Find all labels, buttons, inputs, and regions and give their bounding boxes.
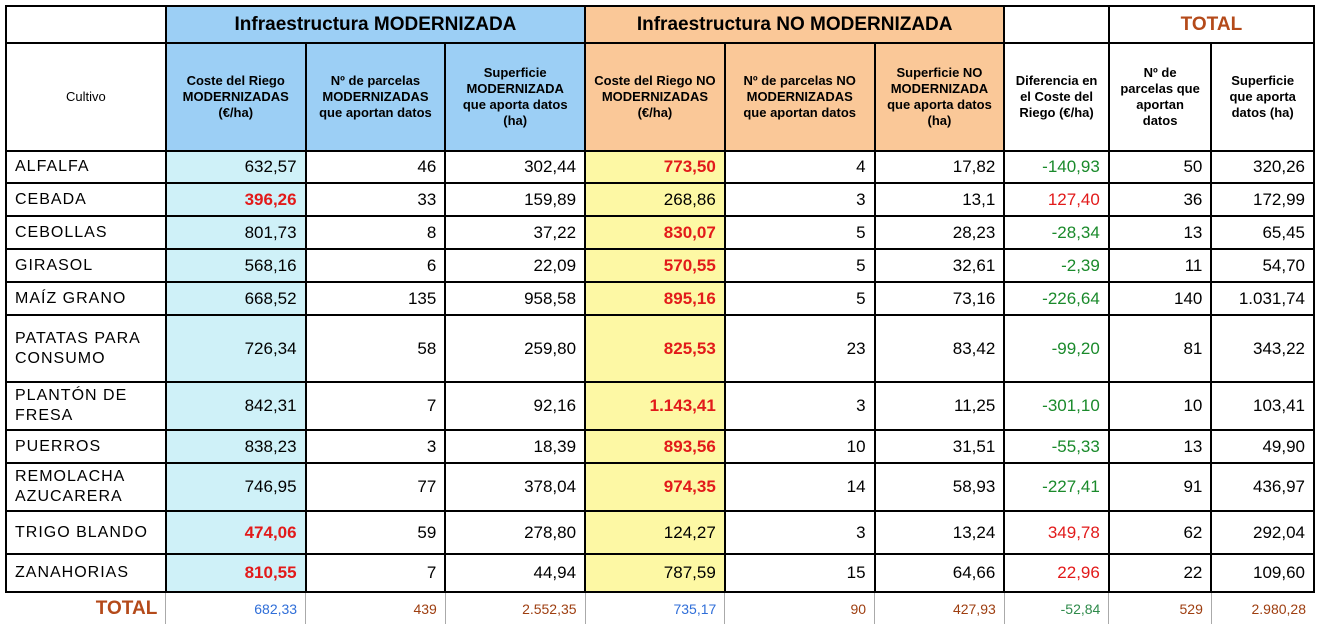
- column-header-coste-mod: Coste del Riego MODERNIZADAS (€/ha): [166, 43, 306, 151]
- cultivo-cell: ALFALFA: [6, 151, 166, 183]
- sup-nomod-cell: 58,93: [875, 463, 1005, 511]
- diferencia-cell: 349,78: [1004, 511, 1109, 554]
- table-row: [6, 216, 1314, 249]
- sup-mod-cell: 37,22: [445, 216, 585, 249]
- table-row: [6, 511, 1314, 554]
- coste-mod-cell: 746,95: [166, 463, 306, 511]
- parcelas-total-cell: 36: [1109, 183, 1212, 216]
- sup-nomod-cell: 83,42: [875, 315, 1005, 382]
- parcelas-mod-cell: 8: [306, 216, 446, 249]
- parcelas-nomod-cell: 5: [725, 216, 875, 249]
- parcelas-total-cell: 22: [1109, 554, 1212, 592]
- parcelas-nomod-cell: 23: [725, 315, 875, 382]
- sup-mod-cell: 159,89: [445, 183, 585, 216]
- parcelas-mod-cell: 7: [306, 382, 446, 430]
- coste-mod-cell: 396,26: [166, 183, 306, 216]
- parcelas-nomod-cell: 5: [725, 282, 875, 315]
- parcelas-mod-cell: 33: [306, 183, 446, 216]
- parcelas-total-cell: 81: [1109, 315, 1212, 382]
- coste-nomod-cell: 830,07: [585, 216, 725, 249]
- column-header-cultivo: Cultivo: [6, 43, 166, 151]
- column-header-diferencia: Diferencia en el Coste del Riego (€/ha): [1004, 43, 1109, 151]
- table-row: [6, 315, 1314, 382]
- sup-mod-cell: 302,44: [445, 151, 585, 183]
- sup-total-cell: 343,22: [1211, 315, 1314, 382]
- group-header-diferencia: [1004, 6, 1109, 43]
- parcelas-nomod-cell: 3: [725, 511, 875, 554]
- sup-mod-cell: 22,09: [445, 249, 585, 282]
- sup-total-cell: 172,99: [1211, 183, 1314, 216]
- parcelas-nomod-cell: 3: [725, 382, 875, 430]
- coste-mod-cell: 632,57: [166, 151, 306, 183]
- diferencia-cell: -227,41: [1004, 463, 1109, 511]
- corner-cell: [6, 6, 166, 43]
- table-row: [6, 151, 1314, 183]
- total-sup-mod: 2.552,35: [445, 592, 585, 624]
- table-row: [6, 282, 1314, 315]
- cultivo-cell: MAÍZ GRANO: [6, 282, 166, 315]
- coste-nomod-cell: 268,86: [585, 183, 725, 216]
- diferencia-cell: -99,20: [1004, 315, 1109, 382]
- diferencia-cell: -140,93: [1004, 151, 1109, 183]
- sup-mod-cell: 278,80: [445, 511, 585, 554]
- total-label: TOTAL: [95, 597, 158, 619]
- total-parcelas-total: 529: [1109, 592, 1212, 624]
- parcelas-mod-cell: 3: [306, 430, 446, 463]
- coste-mod-cell: 568,16: [166, 249, 306, 282]
- parcelas-total-cell: 11: [1109, 249, 1212, 282]
- column-header-parcelas-nomod: Nº de parcelas NO MODERNIZADAS que aportan datos: [725, 43, 875, 151]
- table-row: [6, 430, 1314, 463]
- sup-nomod-cell: 11,25: [875, 382, 1005, 430]
- parcelas-nomod-cell: 3: [725, 183, 875, 216]
- coste-nomod-cell: 893,56: [585, 430, 725, 463]
- sup-mod-cell: 378,04: [445, 463, 585, 511]
- diferencia-cell: -226,64: [1004, 282, 1109, 315]
- parcelas-nomod-cell: 15: [725, 554, 875, 592]
- sup-nomod-cell: 64,66: [875, 554, 1005, 592]
- sup-total-cell: 103,41: [1211, 382, 1314, 430]
- column-header-coste-nomod: Coste del Riego NO MODERNIZADAS (€/ha): [585, 43, 725, 151]
- table-row: [6, 554, 1314, 592]
- sup-mod-cell: 18,39: [445, 430, 585, 463]
- diferencia-cell: -55,33: [1004, 430, 1109, 463]
- cultivo-cell: PATATAS PARA CONSUMO: [6, 315, 166, 382]
- parcelas-mod-cell: 58: [306, 315, 446, 382]
- sup-mod-cell: 958,58: [445, 282, 585, 315]
- coste-mod-cell: 474,06: [166, 511, 306, 554]
- parcelas-mod-cell: 77: [306, 463, 446, 511]
- cultivo-cell: CEBOLLAS: [6, 216, 166, 249]
- coste-nomod-cell: 773,50: [585, 151, 725, 183]
- parcelas-nomod-cell: 14: [725, 463, 875, 511]
- coste-nomod-cell: 1.143,41: [585, 382, 725, 430]
- parcelas-total-cell: 62: [1109, 511, 1212, 554]
- parcelas-nomod-cell: 5: [725, 249, 875, 282]
- cultivo-cell: PUERROS: [6, 430, 166, 463]
- coste-nomod-cell: 825,53: [585, 315, 725, 382]
- total-sup-nomod: 427,93: [875, 592, 1005, 624]
- table-row: [6, 463, 1314, 511]
- sup-total-cell: 436,97: [1211, 463, 1314, 511]
- parcelas-total-cell: 13: [1109, 216, 1212, 249]
- sup-total-cell: 109,60: [1211, 554, 1314, 592]
- parcelas-total-cell: 50: [1109, 151, 1212, 183]
- sup-mod-cell: 92,16: [445, 382, 585, 430]
- cultivo-cell: REMOLACHA AZUCARERA: [6, 463, 166, 511]
- column-header-sup-nomod: Superficie NO MODERNIZADA que aporta datos (ha): [875, 43, 1005, 151]
- total-coste-nomod: 735,17: [585, 592, 725, 624]
- parcelas-mod-cell: 7: [306, 554, 446, 592]
- total-diferencia: -52,84: [1004, 592, 1109, 624]
- parcelas-mod-cell: 135: [306, 282, 446, 315]
- diferencia-cell: 127,40: [1004, 183, 1109, 216]
- cost-comparison-table: [5, 5, 1315, 624]
- total-parcelas-nomod: 90: [725, 592, 875, 624]
- sup-nomod-cell: 32,61: [875, 249, 1005, 282]
- parcelas-mod-cell: 6: [306, 249, 446, 282]
- total-coste-mod: 682,33: [166, 592, 306, 624]
- sup-nomod-cell: 28,23: [875, 216, 1005, 249]
- diferencia-cell: -301,10: [1004, 382, 1109, 430]
- coste-mod-cell: 838,23: [166, 430, 306, 463]
- column-header-sup-total: Superficie que aporta datos (ha): [1211, 43, 1314, 151]
- sup-nomod-cell: 17,82: [875, 151, 1005, 183]
- cultivo-cell: TRIGO BLANDO: [6, 511, 166, 554]
- coste-mod-cell: 810,55: [166, 554, 306, 592]
- parcelas-nomod-cell: 4: [725, 151, 875, 183]
- sup-total-cell: 320,26: [1211, 151, 1314, 183]
- diferencia-cell: -28,34: [1004, 216, 1109, 249]
- coste-nomod-cell: 124,27: [585, 511, 725, 554]
- total-parcelas-mod: 439: [306, 592, 446, 624]
- parcelas-nomod-cell: 10: [725, 430, 875, 463]
- parcelas-total-cell: 13: [1109, 430, 1212, 463]
- table-row: [6, 183, 1314, 216]
- total-row: [6, 592, 1314, 624]
- group-header-total: TOTAL: [1109, 6, 1314, 43]
- diferencia-cell: 22,96: [1004, 554, 1109, 592]
- sup-nomod-cell: 31,51: [875, 430, 1005, 463]
- sup-total-cell: 54,70: [1211, 249, 1314, 282]
- group-header-modernizada: Infraestructura MODERNIZADA: [166, 6, 585, 43]
- parcelas-total-cell: 140: [1109, 282, 1212, 315]
- sup-nomod-cell: 13,1: [875, 183, 1005, 216]
- sup-total-cell: 292,04: [1211, 511, 1314, 554]
- coste-nomod-cell: 974,35: [585, 463, 725, 511]
- sup-total-cell: 65,45: [1211, 216, 1314, 249]
- cultivo-cell: GIRASOL: [6, 249, 166, 282]
- parcelas-mod-cell: 59: [306, 511, 446, 554]
- coste-nomod-cell: 787,59: [585, 554, 725, 592]
- coste-mod-cell: 668,52: [166, 282, 306, 315]
- coste-nomod-cell: 895,16: [585, 282, 725, 315]
- cultivo-cell: CEBADA: [6, 183, 166, 216]
- cultivo-cell: PLANTÓN DE FRESA: [6, 382, 166, 430]
- sup-total-cell: 49,90: [1211, 430, 1314, 463]
- parcelas-total-cell: 91: [1109, 463, 1212, 511]
- group-header-no-modernizada: Infraestructura NO MODERNIZADA: [585, 6, 1004, 43]
- column-header-sup-mod: Superficie MODERNIZADA que aporta datos (ha): [445, 43, 585, 151]
- parcelas-mod-cell: 46: [306, 151, 446, 183]
- cultivo-cell: ZANAHORIAS: [6, 554, 166, 592]
- sup-nomod-cell: 13,24: [875, 511, 1005, 554]
- coste-mod-cell: 842,31: [166, 382, 306, 430]
- column-header-parcelas-total: Nº de parcelas que aportan datos: [1109, 43, 1212, 151]
- coste-mod-cell: 801,73: [166, 216, 306, 249]
- parcelas-total-cell: 10: [1109, 382, 1212, 430]
- column-header-parcelas-mod: Nº de parcelas MODERNIZADAS que aportan datos: [306, 43, 446, 151]
- sup-mod-cell: 44,94: [445, 554, 585, 592]
- coste-mod-cell: 726,34: [166, 315, 306, 382]
- coste-nomod-cell: 570,55: [585, 249, 725, 282]
- diferencia-cell: -2,39: [1004, 249, 1109, 282]
- table-row: [6, 249, 1314, 282]
- table-row: [6, 382, 1314, 430]
- sup-mod-cell: 259,80: [445, 315, 585, 382]
- sup-nomod-cell: 73,16: [875, 282, 1005, 315]
- sup-total-cell: 1.031,74: [1211, 282, 1314, 315]
- total-sup-total: 2.980,28: [1211, 592, 1314, 624]
